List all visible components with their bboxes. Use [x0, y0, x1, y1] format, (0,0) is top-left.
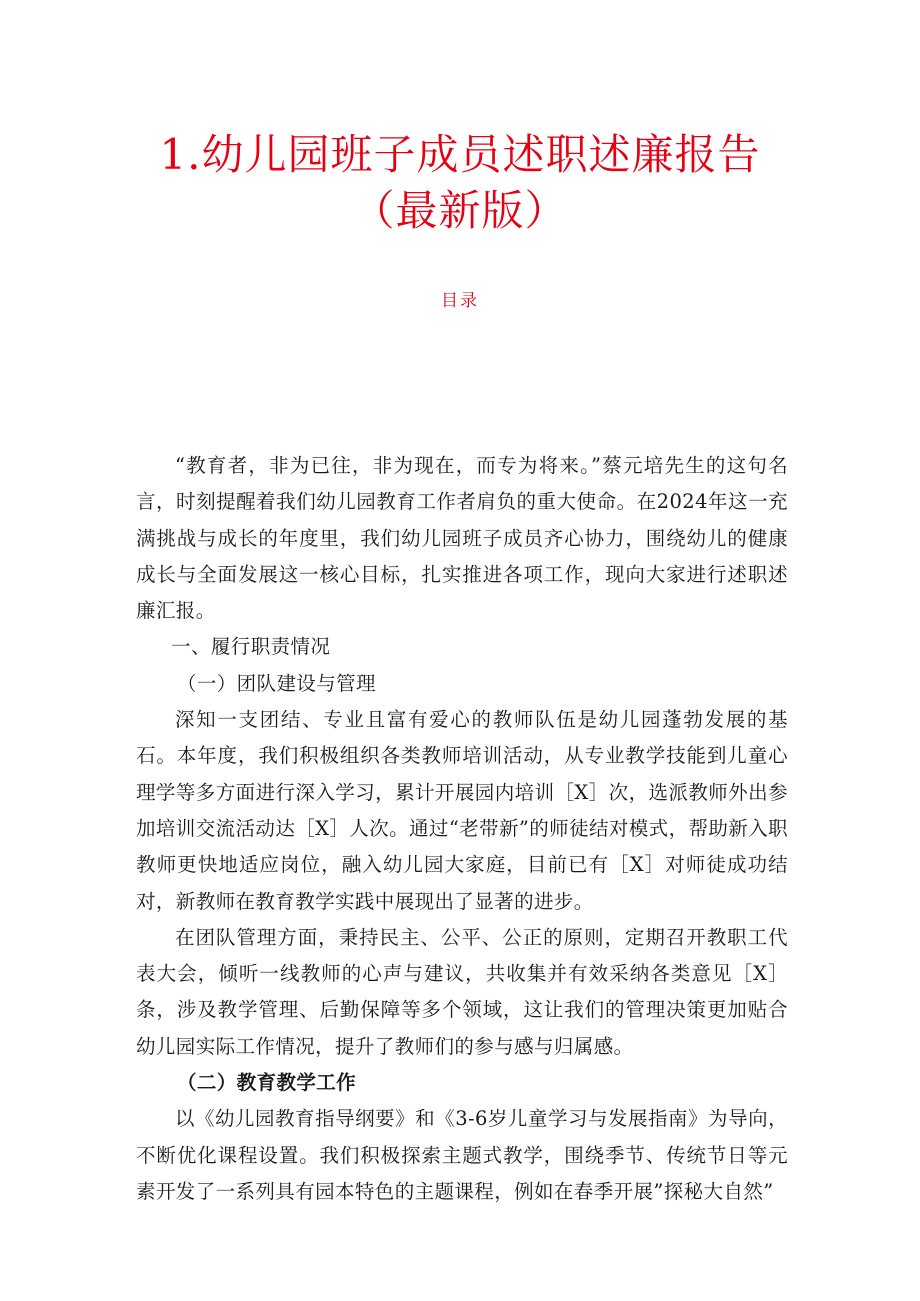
- body-paragraph: 在团队管理方面，秉持民主、公平、公正的原则，定期召开教职工代表大会，倾听一线教师的心声与建议，共收集并有效采纳各类意见［X］条，涉及教学管理、后勤保障等多个领域，这让我们的管理决策更加贴合幼儿园实际工作情况，提升了教师们的参与感与归属感。: [136, 925, 788, 1058]
- document-body: [136, 448, 788, 1210]
- section-heading: 一、履行职责情况: [171, 635, 331, 659]
- toc-label[interactable]: 目录: [441, 291, 479, 311]
- document-title-line1: 1.幼儿园班子成员述职述廉报告: [159, 130, 761, 179]
- intro-paragraph: “教育者，非为已往，非为现在，而专为将来。”蔡元培先生的这句名言，时刻提醒着我们幼儿园教育工作者肩负的重大使命。在2024年这一充满挑战与成长的年度里，我们幼儿园班子成员齐心协力，围绕幼儿的健康成长与全面发展这一核心目标，扎实推进各项工作，现向大家进行述职述廉汇报。: [136, 454, 788, 623]
- body-paragraph: 深知一支团结、专业且富有爱心的教师队伍是幼儿园蓬勃发展的基石。本年度，我们积极组织各类教师培训活动，从专业教学技能到儿童心理学等多方面进行深入学习，累计开展园内培训［X］次，选派教师外出参加培训交流活动达［X］人次。通过“老带新”的师徒结对模式，帮助新入职教师更快地适应岗位，融入幼儿园大家庭，目前已有［X］对师徒成功结对，新教师在教育教学实践中展现出了显著的进步。: [136, 708, 788, 913]
- subsection-heading: （一）团队建设与管理: [176, 671, 376, 695]
- subsection-heading-bold: （二）教育教学工作: [176, 1071, 357, 1095]
- document-title-line2: （最新版）: [352, 186, 568, 235]
- body-paragraph: 以《幼儿园教育指导纲要》和《3-6岁儿童学习与发展指南》为导向，不断优化课程设置。我们积极探索主题式教学，围绕季节、传统节日等元素开发了一系列具有园本特色的主题课程，例如在春季开展”探秘大自然”: [136, 1107, 788, 1203]
